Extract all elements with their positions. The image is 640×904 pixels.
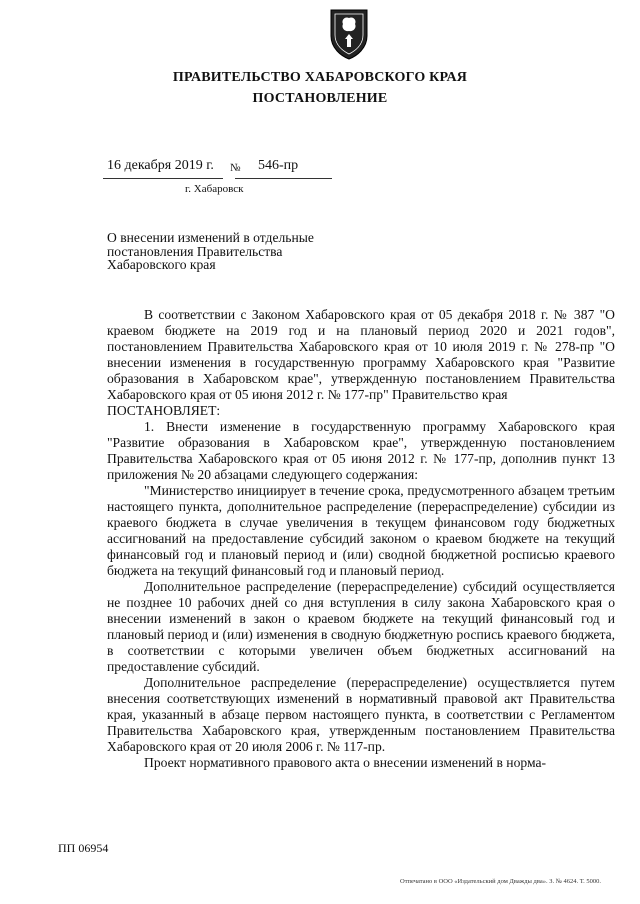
city: г. Хабаровск: [185, 183, 244, 195]
date-underline: [103, 178, 223, 179]
document-subject: О внесении изменений в отдельные постановления Правительства Хабаровского края: [107, 230, 314, 272]
paragraph: 1. Внести изменение в государственную программу Хабаровского края "Развитие образования в Хабаровском крае", утвержденную постановлением Правительства Хабаровского края от 05 июня 2012 г. № 177-пр, дополнив пункт 13 приложения № 20 абзацами следующего содержания:: [107, 419, 615, 482]
coat-of-arms-icon: [327, 6, 371, 60]
document-date: 16 декабря 2019 г.: [107, 158, 214, 173]
doc-type-title: ПОСТАНОВЛЕНИЕ: [252, 91, 388, 106]
paragraph: Проект нормативного правового акта о внесении изменений в норма-: [144, 755, 547, 770]
document-body: [107, 307, 615, 771]
document-number: 546-пр: [258, 158, 299, 173]
paragraph: Дополнительное распределение (перераспределение) субсидий осуществляется не позднее 10 рабочих дней со дня вступления в силу закона Хабаровского края о внесении изменений в закон о краевом бюджете на текущий финансовый год и плановый период и (или) изменения в сводную бюджетную роспись краевого бюджета, в соответствии с которыми увеличен объем бюджетных ассигнований на предоставление субсидий.: [107, 579, 615, 674]
number-underline: [235, 178, 332, 179]
printer-note: Отпечатано в ООО «Издательский дом Дважды два». З. № 4624. Т. 5000.: [400, 878, 601, 885]
paragraph: Дополнительное распределение (перераспределение) осуществляется путем внесения соответствующих изменений в нормативный правовой акт Правительства края, указанный в абзаце первом настоящего пункта, в соответствии с Регламентом Правительства Хабаровского края, утвержденным постановлением Правительства Хабаровского края от 20 июля 2006 г. № 117-пр.: [107, 675, 615, 754]
paragraph: "Министерство инициирует в течение срока, предусмотренного абзацем третьим настоящего пункта, дополнительное распределение (перераспределение) субсидии из краевого бюджета в случае увеличения в текущем финансовом году бюджетных ассигнований на предоставление субсидий законом о краевом бюджете на текущий финансовый год и плановый период и (или) сводной бюджетной росписью краевого бюджета на текущий финансовый год и плановый период.: [107, 483, 615, 578]
paragraph: В соответствии с Законом Хабаровского края от 05 декабря 2018 г. № 387 "О краевом бюджете на 2019 год и на плановый период 2020 и 2021 годов", постановлением Правительства Хабаровского края от 10 июля 2019 г. № 278-пр "О внесении изменения в государственную программу Хабаровского края "Развитие образования в Хабаровском крае", утвержденную постановлением Правительства Хабаровского края от 05 июня 2012 г. № 177-пр" Правительство края: [107, 307, 615, 402]
number-label: №: [230, 162, 241, 174]
government-title: ПРАВИТЕЛЬСТВО ХАБАРОВСКОГО КРАЯ: [172, 70, 468, 85]
document-code: ПП 06954: [58, 841, 109, 855]
resolves-heading: ПОСТАНОВЛЯЕТ:: [107, 403, 221, 418]
